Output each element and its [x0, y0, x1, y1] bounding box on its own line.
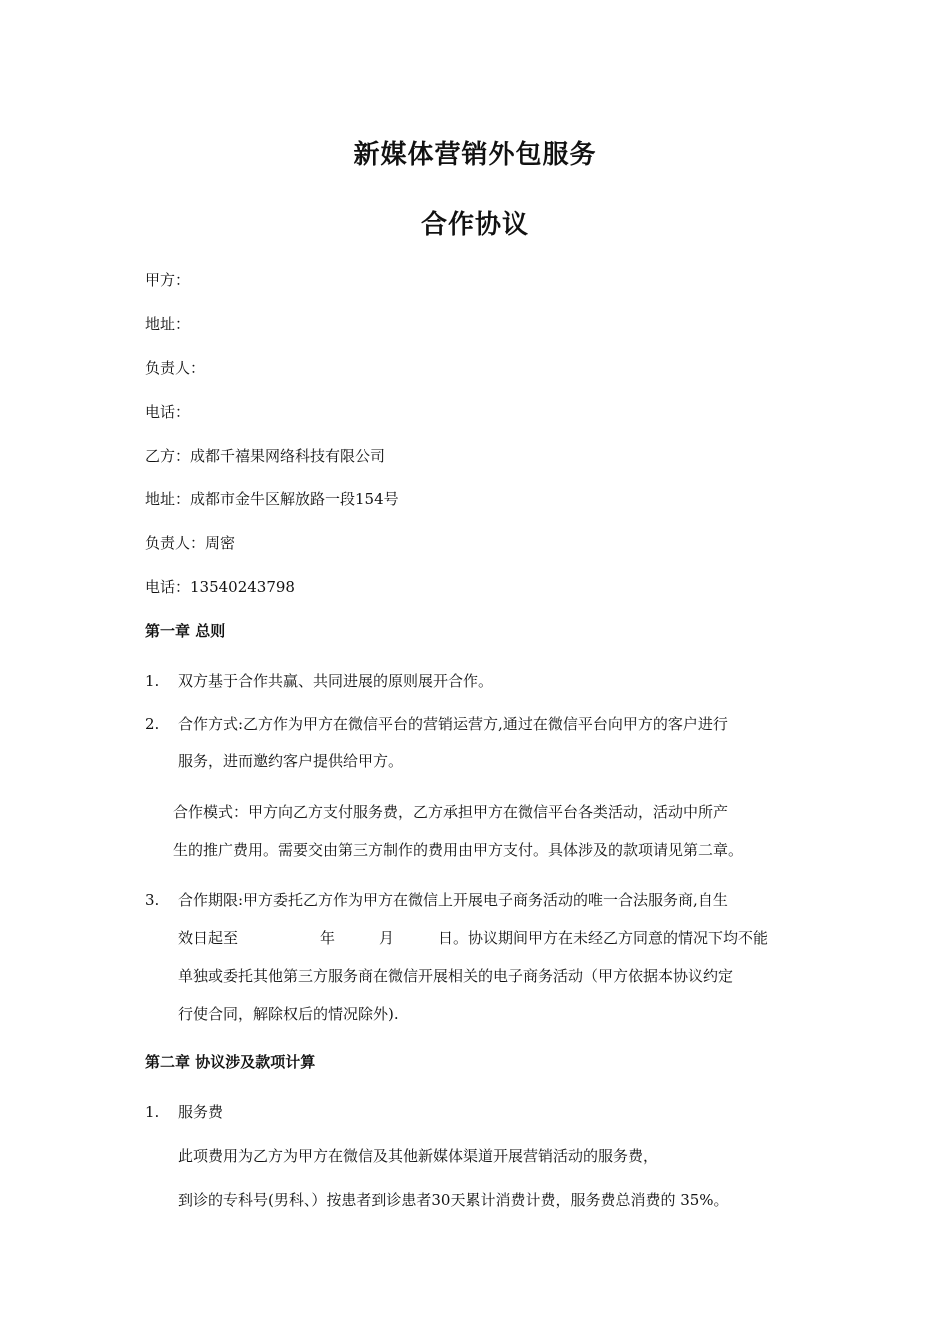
term-day-text: 日。协议期间甲方在未经乙方同意的情况下均不能	[438, 929, 769, 947]
service-fee-title: 服务费	[178, 1103, 224, 1121]
term-month-label: 月	[379, 929, 395, 947]
list-item-text: 行使合同，解除权后的情况除外).	[178, 1005, 399, 1023]
party-b-person: 负责人：周密	[145, 534, 236, 552]
term-start-text: 效日起至	[178, 929, 239, 947]
list-item-number: 3.	[145, 891, 160, 909]
list-item-number: 2.	[145, 715, 160, 733]
list-item-text: 服务，进而邀约客户提供给甲方。	[178, 752, 404, 770]
chapter1-heading: 第一章 总则	[145, 622, 226, 640]
chapter2-heading: 第二章 协议涉及款项计算	[145, 1053, 316, 1071]
cooperation-mode-text: 合作模式：甲方向乙方支付服务费，乙方承担甲方在微信平台各类活动，活动中所产	[173, 803, 729, 821]
party-a-person: 负责人：	[145, 359, 206, 377]
list-item-text: 单独或委托其他第三方服务商在微信开展相关的电子商务活动（甲方依据本协议约定	[178, 967, 734, 985]
party-a-address: 地址：	[145, 315, 191, 333]
list-item-number: 1.	[145, 672, 160, 690]
party-a-label: 甲方：	[145, 271, 191, 289]
party-b-address: 地址：成都市金牛区解放路一段154号	[145, 490, 399, 508]
term-year-label: 年	[320, 929, 336, 947]
cooperation-mode-text: 生的推广费用。需要交由第三方制作的费用由甲方支付。具体涉及的款项请见第二章。	[173, 841, 744, 859]
list-item-number: 1.	[145, 1103, 160, 1121]
list-item-text: 合作方式:乙方作为甲方在微信平台的营销运营方,通过在微信平台向甲方的客户进行	[178, 715, 728, 733]
party-a-phone: 电话：	[145, 403, 191, 421]
party-b-label: 乙方：成都千禧果网络科技有限公司	[145, 447, 386, 465]
service-fee-text: 此项费用为乙方为甲方在微信及其他新媒体渠道开展营销活动的服务费，	[178, 1147, 659, 1165]
term-date-line	[178, 928, 768, 948]
party-b-phone: 电话：13540243798	[145, 578, 295, 596]
document-title: 新媒体营销外包服务	[353, 140, 597, 170]
document-subtitle: 合作协议	[420, 210, 529, 240]
list-item-text: 合作期限:甲方委托乙方作为甲方在微信上开展电子商务活动的唯一合法服务商,自生	[178, 891, 728, 909]
service-fee-text: 到诊的专科号(男科、）按患者到诊患者30天累计消费计费，服务费总消费的 35%。	[178, 1191, 729, 1209]
list-item-text: 双方基于合作共赢、共同进展的原则展开合作。	[178, 672, 494, 690]
